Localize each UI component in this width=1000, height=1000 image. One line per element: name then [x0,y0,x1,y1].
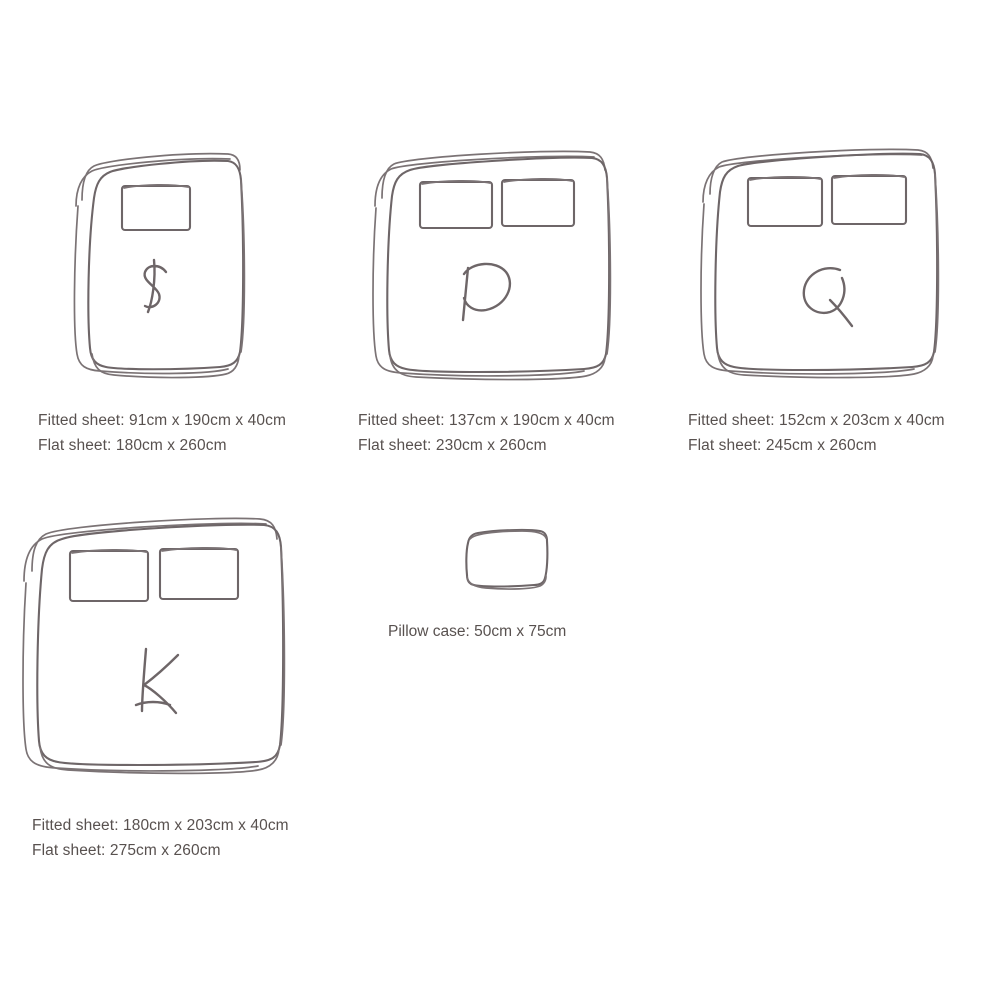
double-fitted-sheet-line: Fitted sheet: 137cm x 190cm x 40cm [358,412,615,429]
queen-bed-caption [688,408,945,458]
king-bed-caption [32,813,289,863]
queen-bed-illustration [690,140,990,390]
bed-card-king [10,505,330,859]
single-flat-sheet-line: Flat sheet: 180cm x 260cm [38,437,227,454]
king-bed-illustration [10,505,330,795]
single-fitted-sheet-line: Fitted sheet: 91cm x 190cm x 40cm [38,412,286,429]
double-bed-illustration [360,140,660,390]
bed-card-queen [688,140,990,454]
double-flat-sheet-line: Flat sheet: 230cm x 260cm [358,437,547,454]
queen-flat-sheet-line: Flat sheet: 245cm x 260cm [688,437,877,454]
single-bed-caption [38,408,286,458]
bed-card-double [358,140,660,454]
bed-card-single [38,140,330,454]
single-bed-illustration [60,140,330,390]
double-bed-caption [358,408,615,458]
king-flat-sheet-line: Flat sheet: 275cm x 260cm [32,842,221,859]
queen-fitted-sheet-line: Fitted sheet: 152cm x 203cm x 40cm [688,412,945,429]
king-fitted-sheet-line: Fitted sheet: 180cm x 203cm x 40cm [32,817,289,834]
pillow-case-card [388,515,660,655]
pillow-case-illustration [452,523,572,603]
pillow-case-caption: Pillow case: 50cm x 75cm [388,623,567,640]
